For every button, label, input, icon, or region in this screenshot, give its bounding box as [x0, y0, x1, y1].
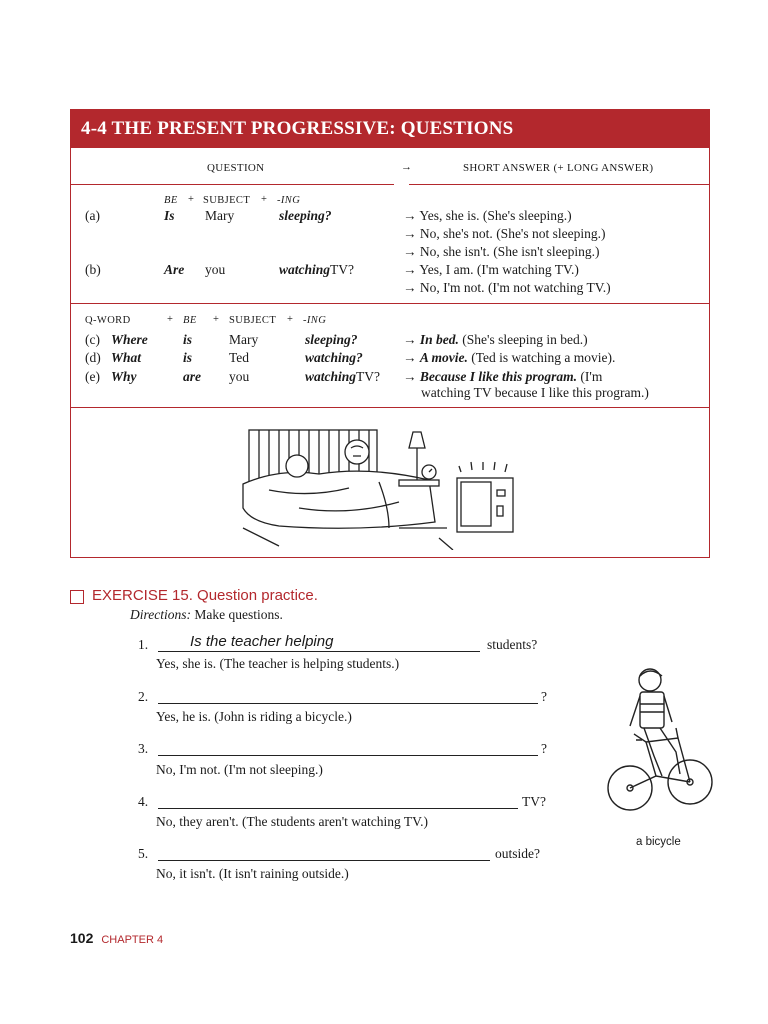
formula-subject: SUBJECT	[203, 195, 251, 206]
long-answer: (She's sleeping in bed.)	[462, 332, 588, 347]
page-footer	[70, 930, 163, 948]
short-answer: A movie.	[419, 350, 468, 365]
ing-verb-group	[305, 369, 380, 385]
subject: you	[205, 262, 226, 277]
chart-title: 4-4 THE PRESENT PROGRESSIVE: QUESTIONS	[71, 110, 709, 148]
formula-ing: -ING	[277, 195, 301, 206]
answer-blank[interactable]	[158, 651, 480, 652]
short-answer: No, she's not.	[419, 226, 493, 241]
arrow: →	[403, 226, 417, 241]
header-arrow: →	[401, 161, 413, 173]
section-divider	[71, 407, 709, 408]
answer-blank[interactable]	[158, 755, 538, 756]
answer-line	[403, 369, 602, 385]
long-answer: (I'm	[580, 369, 603, 384]
item-number: 1.	[138, 637, 149, 652]
row-label: (e)	[85, 369, 100, 384]
be-verb: is	[183, 350, 193, 365]
ing-verb-group	[279, 262, 354, 278]
long-answer: (She isn't sleeping.)	[493, 244, 600, 259]
bed-and-tv-illustration	[239, 418, 519, 550]
answer-prompt: Yes, she is. (The teacher is helping students.)	[156, 656, 400, 671]
ing-verb: watching?	[305, 350, 363, 365]
item-number: 2.	[138, 689, 149, 704]
short-answer: Yes, I am.	[419, 262, 474, 277]
arrow: →	[403, 244, 417, 259]
tv	[457, 478, 513, 532]
row-label: (c)	[85, 332, 100, 347]
short-answer: No, I'm not.	[419, 280, 485, 295]
header-question: QUESTION	[207, 162, 265, 174]
question-tail: outside?	[495, 846, 540, 861]
formula-plus: +	[213, 314, 220, 325]
answer-line	[403, 280, 611, 296]
directions-text: Make questions.	[194, 607, 283, 622]
be-verb: are	[183, 369, 201, 384]
subject: you	[229, 369, 250, 384]
header-answer: SHORT ANSWER (+ LONG ANSWER)	[463, 162, 654, 174]
answer-blank[interactable]	[158, 703, 538, 704]
chapter-label: CHAPTER 4	[101, 934, 164, 946]
question-word: What	[111, 350, 142, 365]
subject: Mary	[229, 332, 259, 347]
formula-be: BE	[183, 315, 197, 326]
answer-line	[403, 244, 599, 260]
ing-verb: watching	[305, 369, 357, 384]
formula-plus: +	[188, 194, 195, 205]
long-answer: (I'm not watching TV.)	[487, 280, 611, 295]
bicycle-rider-illustration	[606, 664, 716, 832]
question-tail: ?	[541, 689, 547, 704]
page-number: 102	[70, 930, 94, 946]
formula-plus: +	[167, 314, 174, 325]
answer-prompt: No, I'm not. (I'm not sleeping.)	[156, 762, 323, 777]
formula-plus: +	[287, 314, 294, 325]
formula-plus: +	[261, 194, 268, 205]
bicycle-caption: a bicycle	[636, 836, 681, 848]
arrow: →	[403, 262, 417, 277]
grammar-chart	[70, 109, 710, 558]
answer-prompt: No, they aren't. (The students aren't watching TV.)	[156, 814, 429, 829]
long-answer-continued: watching TV because I like this program.)	[421, 385, 649, 400]
question-tail: TV?	[522, 794, 546, 809]
short-answer: Because I like this program.	[419, 369, 578, 384]
section-divider	[71, 303, 709, 304]
item-number: 5.	[138, 846, 149, 861]
directions	[130, 607, 283, 623]
answer-prompt: No, it isn't. (It isn't raining outside.)	[156, 866, 349, 881]
object: TV?	[330, 262, 355, 277]
formula-subject: SUBJECT	[229, 315, 277, 326]
item-number: 4.	[138, 794, 149, 809]
checkbox-icon[interactable]	[70, 590, 84, 604]
be-verb: is	[183, 332, 193, 347]
long-answer: (Ted is watching a movie).	[471, 350, 616, 365]
exercise-title: EXERCISE 15. Question practice.	[92, 587, 318, 604]
be-verb: Is	[164, 208, 175, 223]
object: TV?	[356, 369, 381, 384]
row-label: (a)	[85, 208, 100, 223]
question-tail: ?	[541, 741, 547, 756]
answer-line	[403, 208, 572, 224]
answer-line	[403, 226, 605, 242]
question-tail: students?	[487, 637, 538, 652]
answer-blank[interactable]	[158, 808, 518, 809]
header-divider-left	[71, 184, 394, 185]
long-answer: (She's not sleeping.)	[496, 226, 606, 241]
answer-line	[403, 332, 588, 348]
question-word: Where	[111, 332, 148, 347]
arrow: →	[403, 350, 417, 365]
short-answer: Yes, she is.	[419, 208, 480, 223]
formula-be: BE	[164, 195, 178, 206]
answer-line	[403, 350, 615, 366]
arrow: →	[403, 332, 417, 347]
arrow: →	[403, 208, 417, 223]
directions-label: Directions:	[130, 607, 191, 622]
subject: Mary	[205, 208, 235, 223]
ing-verb: watching	[279, 262, 331, 277]
answer-line	[403, 262, 579, 278]
arrow: →	[403, 280, 417, 295]
header-divider-right	[409, 184, 709, 185]
row-label: (d)	[85, 350, 101, 365]
short-answer: In bed.	[419, 332, 459, 347]
row-label: (b)	[85, 262, 101, 277]
long-answer: (I'm watching TV.)	[476, 262, 579, 277]
item-number: 3.	[138, 741, 149, 756]
answer-blank[interactable]	[158, 860, 490, 861]
ing-verb: sleeping?	[279, 208, 332, 223]
ing-verb: sleeping?	[305, 332, 358, 347]
formula-qword: Q-WORD	[85, 315, 131, 326]
arrow: →	[403, 369, 417, 384]
short-answer: No, she isn't.	[419, 244, 490, 259]
filled-answer: Is the teacher helping	[190, 633, 334, 650]
be-verb: Are	[164, 262, 185, 277]
formula-ing: -ING	[303, 315, 327, 326]
answer-prompt: Yes, he is. (John is riding a bicycle.)	[156, 709, 352, 724]
long-answer: (She's sleeping.)	[482, 208, 572, 223]
subject: Ted	[229, 350, 250, 365]
question-word: Why	[111, 369, 137, 384]
